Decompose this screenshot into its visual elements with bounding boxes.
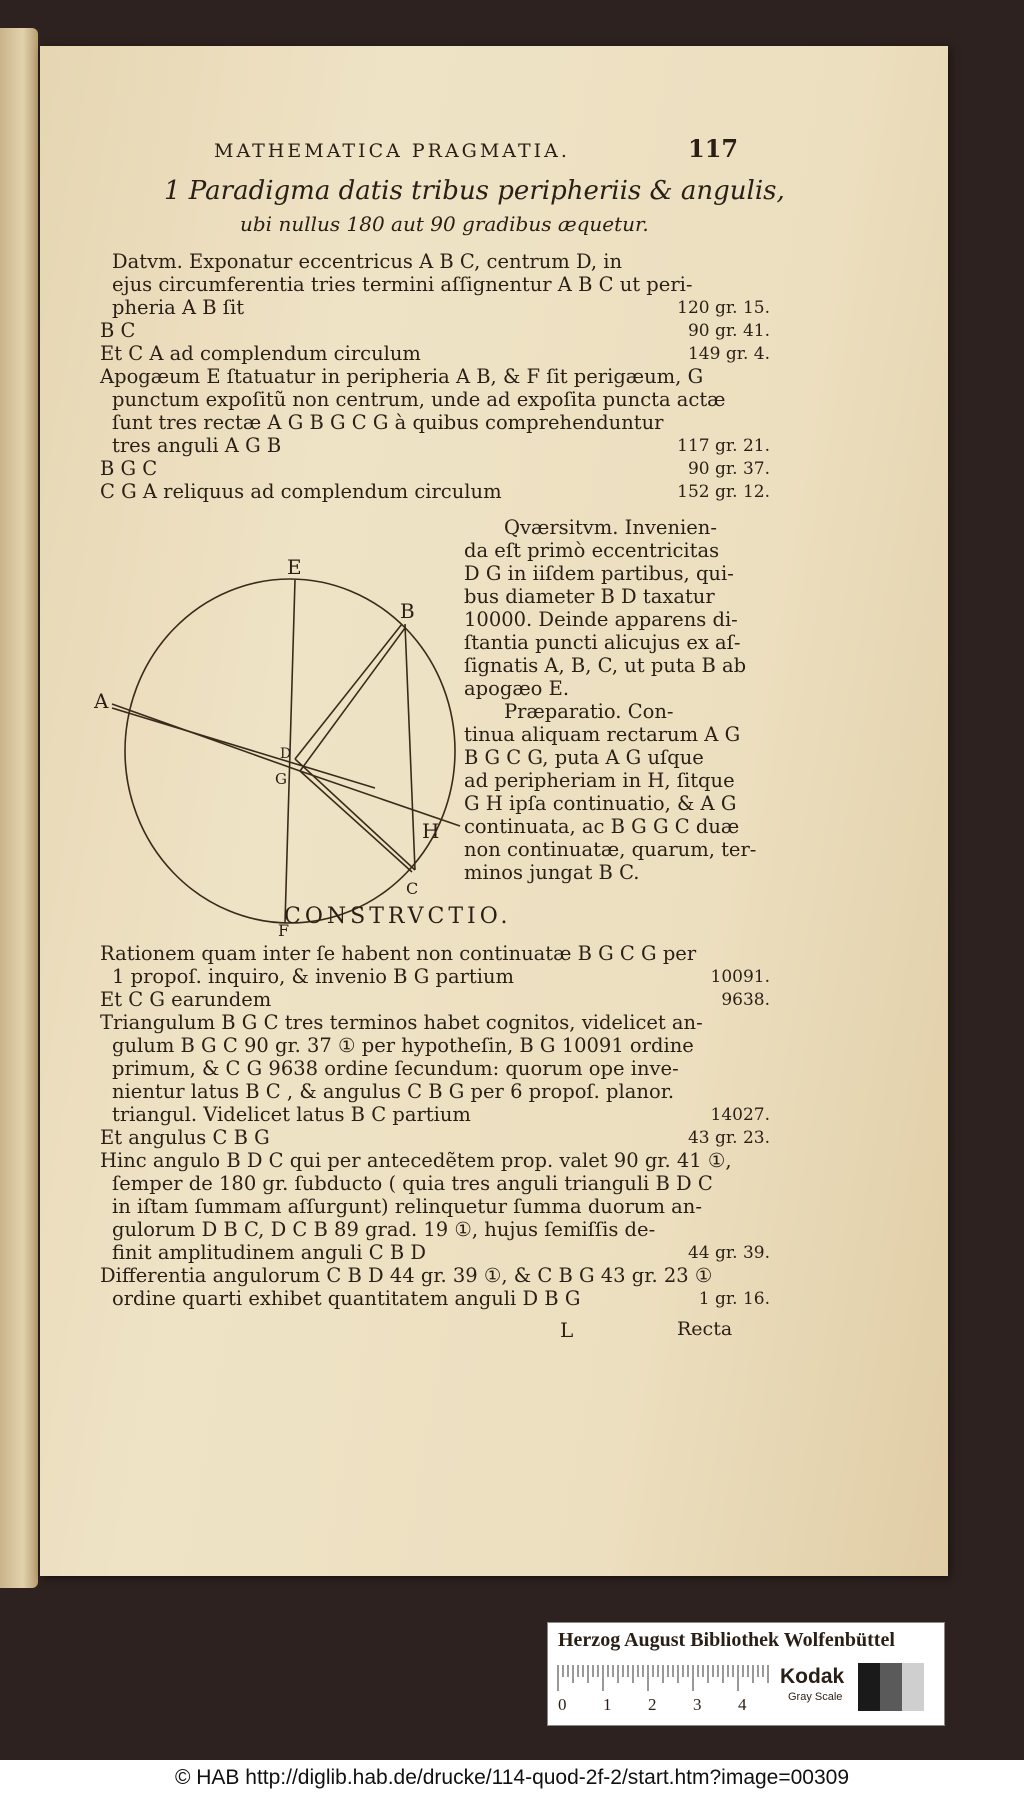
constructio-line: gulorum D B C, D C B 89 grad. 19 ①, hujus ſemiſſis de- [112, 1218, 656, 1241]
label-H: H [422, 819, 440, 843]
quaesitum-line: ſignatis A, B, C, ut puta B ab [464, 654, 747, 677]
constructio-line: Triangulum B G C tres terminos habet cognitos, videlicet an- [100, 1011, 703, 1034]
line-G-H [300, 771, 460, 826]
datum-line: C G A reliquus ad complendum circulum [100, 480, 502, 503]
book-page [40, 46, 948, 1576]
quaesitum-line: G H ipſa continuatio, & A G [464, 792, 737, 815]
datum-line: ſunt tres rectæ A G B G C G à quibus comprehenduntur [112, 411, 664, 434]
paradigm-subtitle: ubi nullus 180 aut 90 gradibus æquetur. [240, 212, 649, 236]
quaesitum-line: Qværsitvm. Invenien- [504, 516, 717, 539]
label-E: E [287, 555, 302, 579]
scale-number: 0 [558, 1695, 567, 1714]
line-B-D [295, 624, 402, 759]
page-number: 117 [688, 134, 739, 163]
constructio-value: 44 gr. 39. [687, 1243, 770, 1263]
constructio-line: finit amplitudinem anguli C B D [112, 1241, 426, 1264]
quaesitum-line: apogæo E. [464, 677, 570, 700]
label-B: B [400, 599, 415, 623]
datum-value: 90 gr. 37. [687, 459, 770, 479]
datum-line: punctum expoſitũ non centrum, unde ad expoſita puncta actæ [112, 388, 726, 411]
label-C: C [406, 879, 419, 898]
ruler-scale [558, 1665, 768, 1693]
quaesitum-line: tinua aliquam rectarum A G [464, 723, 741, 746]
gray-patch-dark [858, 1663, 880, 1711]
geometric-diagram [94, 516, 500, 940]
constructio-line: Differentia angulorum C B D 44 gr. 39 ①, & C B G 43 gr. 23 ① [100, 1264, 713, 1287]
scale-number: 4 [738, 1695, 747, 1714]
quaesitum-line: continuata, ac B G G C duæ [464, 815, 740, 838]
line-A-G [112, 704, 300, 771]
quaesitum-line: minos jungat B C. [464, 861, 640, 884]
datum-line: Datvm. Exponatur eccentricus A B C, centrum D, in [112, 250, 623, 273]
catchword: Recta [677, 1318, 733, 1340]
datum-value: 149 gr. 4. [687, 344, 770, 364]
label-G: G [275, 770, 287, 788]
constructio-line: 1 propoſ. inquiro, & invenio B G partium [112, 965, 515, 988]
scale-number: 1 [603, 1695, 612, 1714]
quaesitum-line: bus diameter B D taxatur [464, 585, 715, 608]
constructio-line: in iſtam ſummam aſſurgunt) relinquetur ſumma duorum an- [112, 1195, 702, 1218]
paradigm-title: 1 Paradigma datis tribus peripheriis & angulis, [164, 176, 785, 206]
constructio-line: Rationem quam inter ſe habent non continuatæ B G C G per [100, 942, 697, 965]
quaesitum-line: ad peripheriam in H, ſitque [464, 769, 735, 792]
datum-line: pheria A B ſit [112, 296, 245, 319]
datum-line: tres anguli A G B [112, 434, 282, 457]
datum-line: Apogæum E ſtatuatur in peripheria A B, & F ſit perigæum, G [100, 365, 704, 388]
datum-value: 117 gr. 21. [677, 436, 770, 456]
constructio-value: 10091. [710, 967, 770, 987]
datum-value: 90 gr. 41. [687, 321, 770, 341]
quaesitum-line: Præparatio. Con- [504, 700, 674, 723]
label-A: A [94, 689, 109, 713]
scale-number: 2 [648, 1695, 657, 1714]
line-B-G [300, 628, 405, 771]
quaesitum-line: non continuatæ, quarum, ter- [464, 838, 757, 861]
constructio-line: ſemper de 180 gr. ſubducto ( quia tres anguli trianguli B D C [112, 1172, 713, 1195]
label-D: D [280, 746, 292, 762]
library-title: Herzog August Bibliothek Wolfenbüttel [558, 1629, 895, 1651]
signature-mark: L [560, 1318, 574, 1342]
gray-scale-label: Gray Scale [788, 1691, 843, 1703]
constructio-line: gulum B G C 90 gr. 37 ① per hypotheſin, B G 10091 ordine [112, 1034, 694, 1057]
line-B-C [405, 624, 415, 870]
constructio-value: 9638. [721, 990, 770, 1010]
datum-line: B G C [100, 457, 158, 480]
kodak-logo: Kodak [780, 1665, 845, 1688]
constructio-value: 43 gr. 23. [687, 1128, 770, 1148]
footer-url: © HAB http://diglib.hab.de/drucke/114-quod-2f-2/start.htm?image=00309 [0, 1760, 1024, 1796]
constructio-line: primum, & C G 9638 ordine ſecundum: quorum ope inve- [112, 1057, 679, 1080]
constructio-line: ordine quarti exhibet quantitatem anguli D B G [112, 1287, 581, 1310]
constructio-heading: CONSTRVCTIO. [284, 904, 512, 929]
line-G-C [300, 771, 412, 872]
constructio-value: 1 gr. 16. [698, 1289, 770, 1309]
constructio-line: Hinc angulo B D C qui per antecedẽtem prop. valet 90 gr. 41 ①, [100, 1149, 732, 1172]
datum-line: B C [100, 319, 136, 342]
quaesitum-line: da eſt primò eccentricitas [464, 539, 720, 562]
constructio-line: Et angulus C B G [100, 1126, 270, 1149]
running-head: MATHEMATICA PRAGMATIA. [214, 140, 570, 162]
gray-patch-mid [880, 1663, 902, 1711]
datum-value: 152 gr. 12. [677, 482, 770, 502]
quaesitum-line: B G C G, puta A G uſque [464, 746, 704, 769]
kodak-color-bar [547, 1622, 945, 1726]
datum-line: ejus circumferentia tries termini aſſignentur A B C ut peri- [112, 273, 693, 296]
constructio-line: nientur latus B C , & angulus C B G per 6 propoſ. planor. [112, 1080, 675, 1103]
label-F: F [278, 921, 290, 940]
constructio-value: 14027. [710, 1105, 770, 1125]
line-A-H [112, 708, 375, 788]
quaesitum-line: ſtantia puncti alicujus ex aſ- [464, 631, 741, 654]
constructio-line: triangul. Videlicet latus B C partium [112, 1103, 471, 1126]
facing-page-edge [0, 28, 38, 1588]
scale-number: 3 [693, 1695, 702, 1714]
gray-patch-light [902, 1663, 924, 1711]
datum-line: Et C A ad complendum circulum [100, 342, 421, 365]
datum-value: 120 gr. 15. [677, 298, 770, 318]
quaesitum-line: D G in iiſdem partibus, qui- [464, 562, 734, 585]
constructio-line: Et C G earundem [100, 988, 272, 1011]
quaesitum-line: 10000. Deinde apparens di- [464, 608, 738, 631]
